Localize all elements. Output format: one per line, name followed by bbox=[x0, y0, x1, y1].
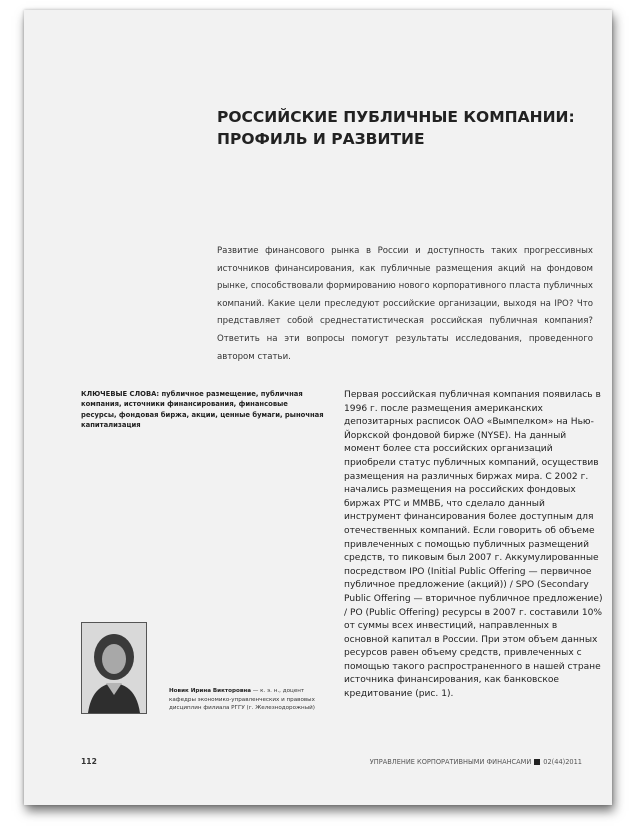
journal-footer bbox=[370, 758, 582, 766]
journal-name: УПРАВЛЕНИЕ КОРПОРАТИВНЫМИ ФИНАНСАМИ bbox=[369, 758, 532, 766]
page-number: 112 bbox=[81, 757, 97, 766]
title-line-2: ПРОФИЛЬ И РАЗВИТИЕ bbox=[217, 130, 425, 148]
article-body: Первая российская публичная компания появилась в 1996 г. после размещения американских депозитарных расписок ОАО «Вымпелком» на Нью-Йоркской фондовой бирже (NYSE). На данный момент более ста российских организаций приобрели статус публичных компаний, осуществив размещения на различных биржах мира. С 2002 г. начались размещения на российских фондовых биржах РТС и ММВБ, что сделало данный инструмент финансирования более доступным для отечественных компаний. Если говорить об объеме привлеченных с помощью публичных размещений средств, то пиковым был 2007 г. Аккумулированные посредством IPO (Initial Public Offering — первичное публичное предложение (акций)) / SPO (Secondary Public Offering — вторичное публичное предложение) / PO (Public Offering) ресурсы в 2007 г. составили 10% от суммы всех инвестиций, направленных в основной капитал в России. При этом объем данных ресурсов равен объему средств, привлеченных с помощью такого распространенного в нашей стране источника финансирования, как банковское кредитование (рис. 1). bbox=[344, 390, 603, 700]
magazine-page bbox=[24, 10, 612, 805]
article-title bbox=[217, 106, 597, 150]
journal-issue: 02(44)2011 bbox=[543, 758, 582, 766]
article-abstract: Развитие финансового рынка в России и доступность таких прогрессивных источников финансирования, как публичные размещения акций на фондовом рынке, способствовали формированию нового корпоративного пласта публичных компаний. Какие цели преследуют российские организации, выходя на IPO? Что представляет собой среднестатистическая российская публичная компания? Ответить на эти вопросы помогут результаты исследования, проведенного автором статьи. bbox=[217, 246, 593, 362]
author-info bbox=[169, 687, 329, 713]
keywords: КЛЮЧЕВЫЕ СЛОВА: публичное размещение, публичная компания, источники финансирования, финансовые ресурсы, фондовая биржа, акции, ценные бумаги, рыночная капитализация bbox=[81, 390, 324, 430]
author-description: — к. э. н., доцент кафедры экономико-управленческих и правовых дисциплин филиала РГГУ (г. Железнодорожный) bbox=[169, 688, 315, 712]
author-name: Новик Ирина Викторовна bbox=[169, 688, 252, 694]
title-line-1: РОССИЙСКИЕ ПУБЛИЧНЫЕ КОМПАНИИ: bbox=[217, 108, 575, 126]
square-bullet-icon bbox=[534, 759, 540, 765]
author-photo bbox=[81, 622, 147, 714]
